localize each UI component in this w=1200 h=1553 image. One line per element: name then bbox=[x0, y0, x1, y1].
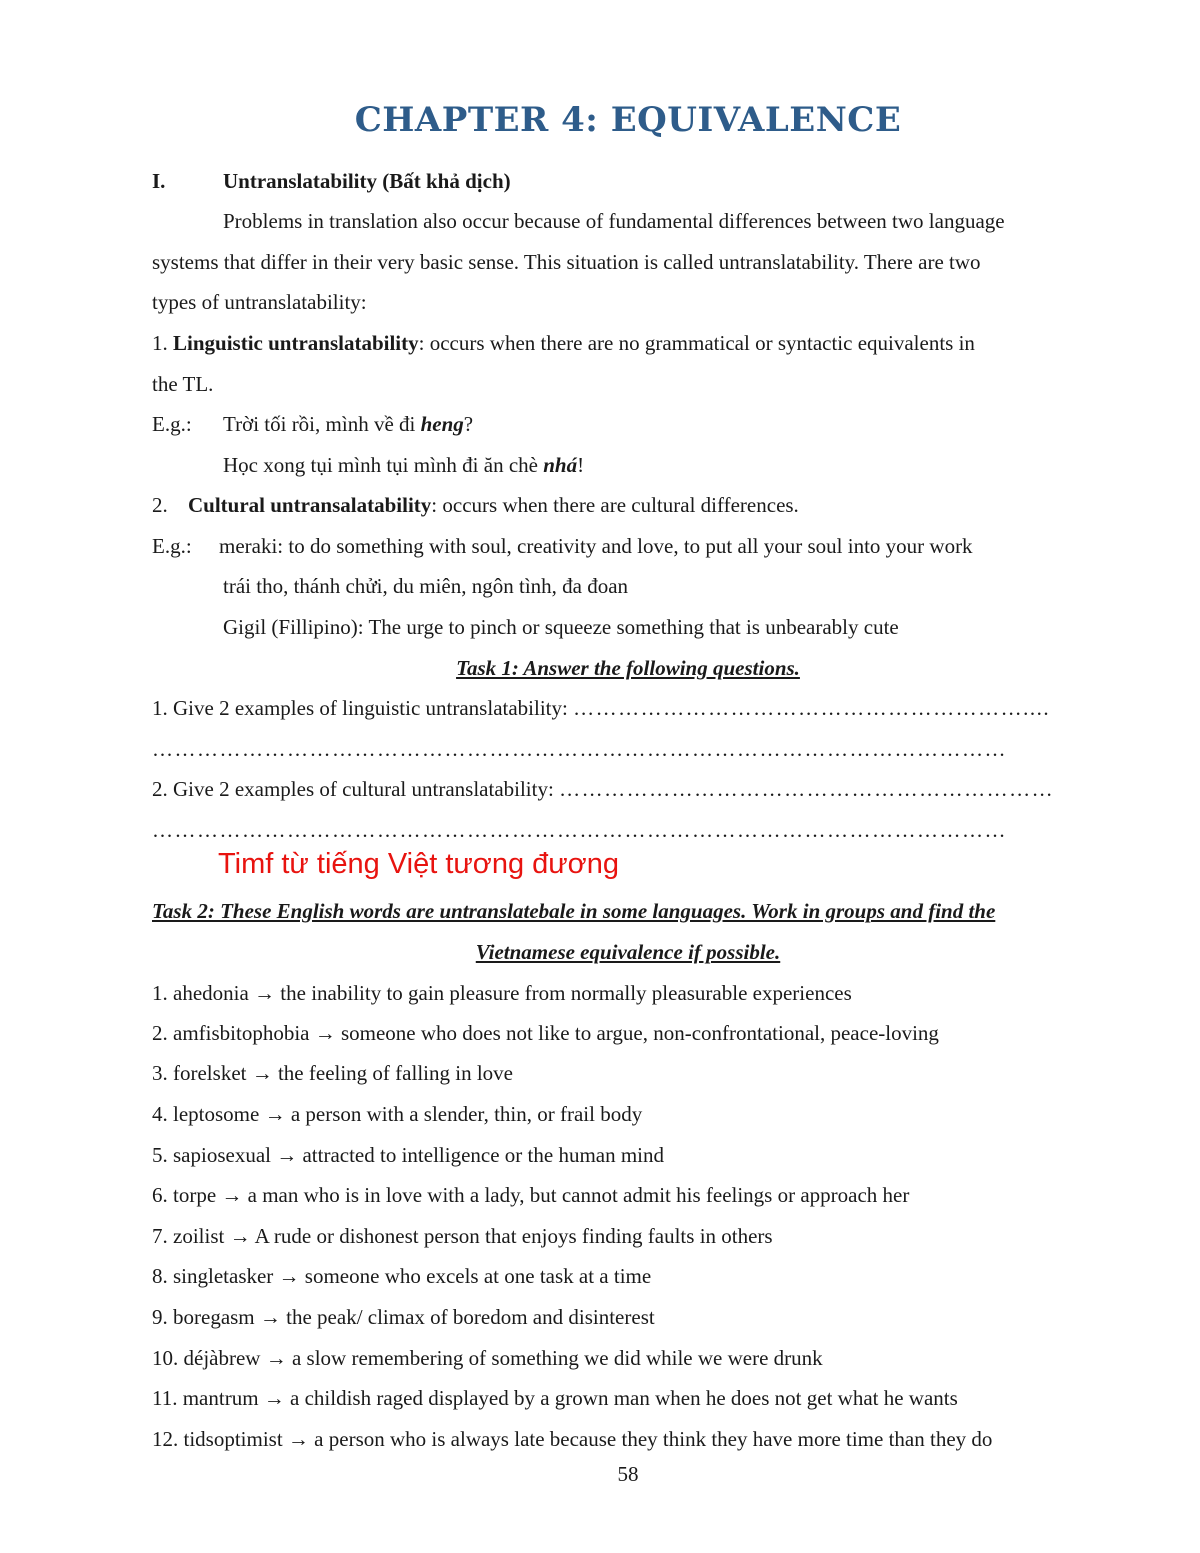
list-item: 9. boregasm → the peak/ climax of boredom and disinterest bbox=[152, 1305, 655, 1329]
list-item: 7. zoilist → A rude or dishonest person that enjoys finding faults in others bbox=[152, 1224, 773, 1248]
list-item: 3. forelsket → the feeling of falling in love bbox=[152, 1061, 513, 1085]
type1-definition-cont: the TL. bbox=[152, 372, 214, 396]
type2-definition: : occurs when there are cultural differences. bbox=[431, 493, 799, 517]
type1-line bbox=[152, 330, 975, 356]
example2-line-1: meraki: to do something with soul, creativity and love, to put all your soul into your work bbox=[219, 534, 973, 558]
list-item: 2. amfisbitophobia → someone who does not like to argue, non-confrontational, peace-loving bbox=[152, 1021, 939, 1045]
example2-line-3: Gigil (Fillipino): The urge to pinch or squeeze something that is unbearably cute bbox=[223, 615, 899, 639]
emphasis-word: heng bbox=[420, 412, 464, 436]
list-item: 1. ahedonia → the inability to gain pleasure from normally pleasurable experiences bbox=[152, 981, 852, 1005]
intro-line-1: Problems in translation also occur because of fundamental differences between two language bbox=[223, 209, 1005, 233]
page-number: 58 bbox=[617, 1462, 639, 1486]
section-number: I. bbox=[152, 169, 166, 193]
task2-heading-line-1: Task 2: These English words are untranslatebale in some languages. Work in groups and find the bbox=[152, 899, 996, 923]
handwritten-note: Timf từ tiếng Việt tương đương bbox=[218, 848, 619, 880]
emphasis-word: nhá bbox=[543, 453, 578, 477]
list-item: 5. sapiosexual → attracted to intelligence or the human mind bbox=[152, 1143, 665, 1167]
example1-label: E.g.: bbox=[152, 412, 192, 436]
list-item: 4. leptosome → a person with a slender, thin, or frail body bbox=[152, 1102, 643, 1126]
task1-heading: Task 1: Answer the following questions. bbox=[456, 656, 800, 680]
answer-blank-line: …………………………………………………………………………………………………… bbox=[152, 818, 1007, 842]
list-item: 12. tidsoptimist → a person who is always late because they think they have more time than they do bbox=[152, 1427, 993, 1451]
list-item: 10. déjàbrew → a slow remembering of something we did while we were drunk bbox=[152, 1346, 823, 1370]
answer-blank: ………………………………………………………… bbox=[559, 777, 1055, 801]
example1-line-1: Trời tối rồi, mình về đi heng? bbox=[223, 412, 474, 436]
type2-line bbox=[152, 492, 799, 518]
answer-blank-line: …………………………………………………………………………………………………… bbox=[152, 737, 1007, 761]
example1-line-2: Học xong tụi mình tụi mình đi ăn chè nhá! bbox=[223, 453, 585, 477]
task2-heading-line-2: Vietnamese equivalence if possible. bbox=[475, 940, 781, 964]
task1-question-2: 2. Give 2 examples of cultural untranslatability: ………………………………………………………… bbox=[152, 777, 1055, 801]
intro-line-2: systems that differ in their very basic sense. This situation is called untranslatability. There are two bbox=[152, 250, 981, 274]
list-item: 6. torpe → a man who is in love with a lady, but cannot admit his feelings or approach her bbox=[152, 1183, 910, 1207]
chapter-title: CHAPTER 4: EQUIVALENCE bbox=[354, 100, 902, 140]
example2-label: E.g.: bbox=[152, 534, 192, 558]
type1-definition: : occurs when there are no grammatical or syntactic equivalents in bbox=[418, 331, 975, 355]
section-heading bbox=[152, 168, 511, 194]
type2-term: Cultural untransalatability bbox=[188, 493, 432, 517]
section-title: Untranslatability (Bất khả dịch) bbox=[223, 169, 511, 193]
type1-term: Linguistic untranslatability bbox=[173, 331, 419, 355]
answer-blank: …………………………………………………….... bbox=[573, 696, 1051, 720]
list-item: 8. singletasker → someone who excels at one task at a time bbox=[152, 1264, 652, 1288]
list-item: 11. mantrum → a childish raged displayed by a grown man when he does not get what he wants bbox=[152, 1386, 958, 1410]
task1-question-1: 1. Give 2 examples of linguistic untranslatability: …………………………………………………….... bbox=[152, 696, 1051, 720]
intro-line-3: types of untranslatability: bbox=[152, 290, 367, 314]
example2-line-2: trái tho, thánh chửi, du miên, ngôn tình, đa đoan bbox=[223, 574, 629, 598]
type2-number: 2. bbox=[152, 493, 168, 517]
type1-number: 1. bbox=[152, 331, 168, 355]
